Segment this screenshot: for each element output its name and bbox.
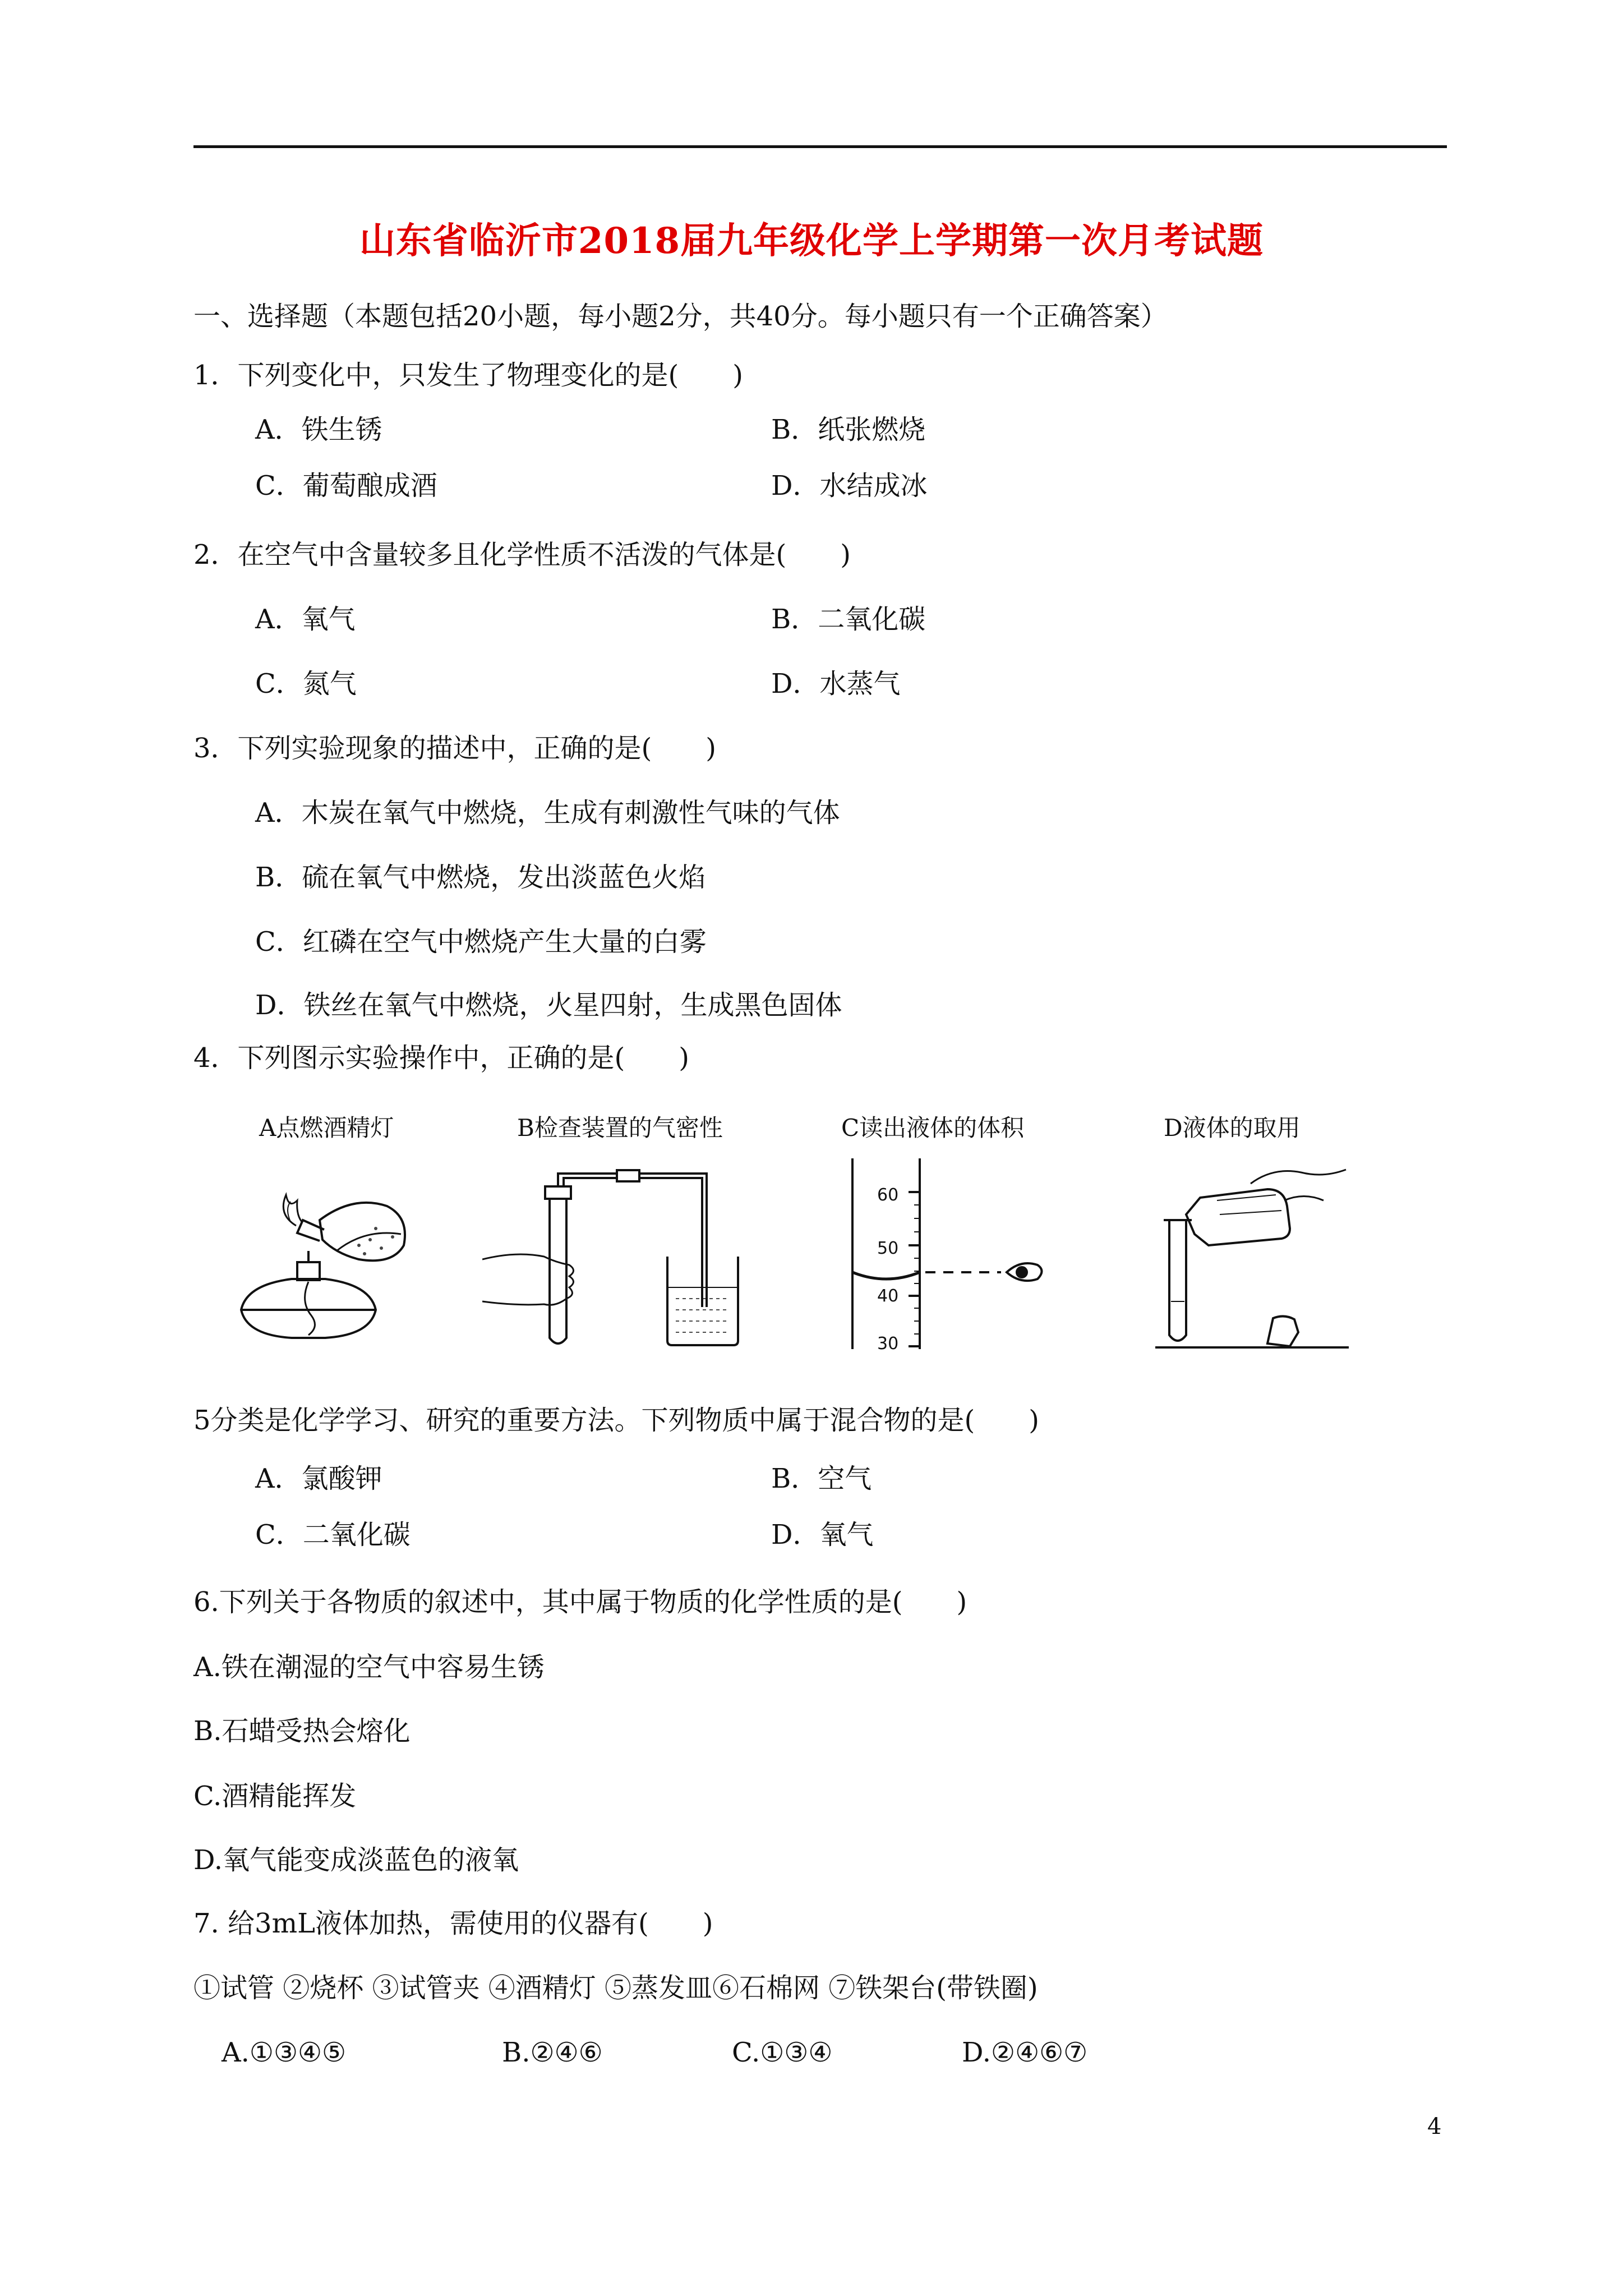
page-title: 山东省临沂市2018届九年级化学上学期第一次月考试题	[359, 220, 1264, 262]
question-7-stem: 7. 给3mL液体加热，需使用的仪器有( )	[193, 1908, 713, 1939]
question-7-option-d: D.②④⑥⑦	[962, 2037, 1088, 2068]
figure-a-caption: A点燃酒精灯	[259, 1114, 394, 1142]
question-6-option-c: C.酒精能挥发	[193, 1780, 357, 1812]
question-3-option-c: C．红磷在空气中燃烧产生大量的白雾	[255, 926, 707, 958]
question-1-stem: 1．下列变化中，只发生了物理变化的是( )	[193, 360, 743, 391]
section-heading: 一、选择题（本题包括20小题，每小题2分，共40分。每小题只有一个正确答案）	[193, 301, 1168, 332]
question-7-items: ①试管 ②烧杯 ③试管夹 ④酒精灯 ⑤蒸发皿⑥石棉网 ⑦铁架台(带铁圈)	[193, 1972, 1038, 2004]
question-7-option-a: A.①③④⑤	[222, 2037, 347, 2068]
figure-d-caption: D液体的取用	[1164, 1114, 1301, 1142]
question-5-option-c: C．二氧化碳	[255, 1519, 411, 1550]
question-5-option-b: B．空气	[771, 1463, 872, 1494]
question-2-option-b: B．二氧化碳	[771, 604, 926, 635]
scale-label-50: 50	[877, 1239, 899, 1258]
question-4-stem: 4．下列图示实验操作中，正确的是( )	[193, 1042, 689, 1074]
question-5-stem: 5分类是化学学习、研究的重要方法。下列物质中属于混合物的是( )	[193, 1405, 1039, 1436]
question-1-option-d: D．水结成冰	[771, 470, 928, 501]
question-1-option-b: B．纸张燃烧	[771, 414, 926, 445]
question-2-stem: 2．在空气中含量较多且化学性质不活泼的气体是( )	[193, 539, 851, 570]
question-7-option-b: B.②④⑥	[502, 2037, 603, 2068]
question-6-option-a: A.铁在潮湿的空气中容易生锈	[193, 1651, 545, 1683]
figure-c-cylinder-illustration	[841, 1156, 1066, 1352]
question-6-option-b: B.石蜡受热会熔化	[193, 1715, 411, 1747]
scale-label-60: 60	[877, 1185, 899, 1205]
question-6-option-d: D.氧气能变成淡蓝色的液氧	[193, 1844, 519, 1876]
question-2-option-c: C．氮气	[255, 668, 357, 700]
question-1-option-c: C．葡萄酿成酒	[255, 470, 437, 501]
question-3-option-a: A．木炭在氧气中燃烧，生成有刺激性气味的气体	[255, 797, 840, 829]
question-5-option-a: A．氯酸钾	[255, 1463, 382, 1494]
question-3-option-d: D．铁丝在氧气中燃烧，火星四射，生成黑色固体	[255, 990, 842, 1021]
scale-label-40: 40	[877, 1286, 899, 1306]
figure-b-caption: B检查装置的气密性	[517, 1114, 723, 1142]
question-5-option-d: D．氧气	[771, 1519, 874, 1550]
question-3-stem: 3．下列实验现象的描述中，正确的是( )	[193, 733, 716, 764]
question-2-option-d: D．水蒸气	[771, 668, 901, 700]
question-6-stem: 6.下列关于各物质的叙述中，其中属于物质的化学性质的是( )	[193, 1586, 967, 1618]
scale-label-30: 30	[877, 1334, 899, 1352]
header-rule	[193, 145, 1447, 148]
question-7-option-c: C.①③④	[732, 2037, 833, 2068]
figure-b-airtightness-illustration	[482, 1167, 746, 1352]
figure-c-caption: C读出液体的体积	[841, 1114, 1025, 1142]
figure-d-liquid-pouring-illustration	[1155, 1167, 1357, 1352]
question-1-option-a: A．铁生锈	[255, 414, 382, 445]
figure-a-alcohol-lamp-illustration	[224, 1167, 426, 1352]
question-2-option-a: A．氧气	[255, 604, 356, 635]
question-3-option-b: B．硫在氧气中燃烧，发出淡蓝色火焰	[255, 862, 706, 893]
page-number: 4	[1427, 2114, 1442, 2139]
